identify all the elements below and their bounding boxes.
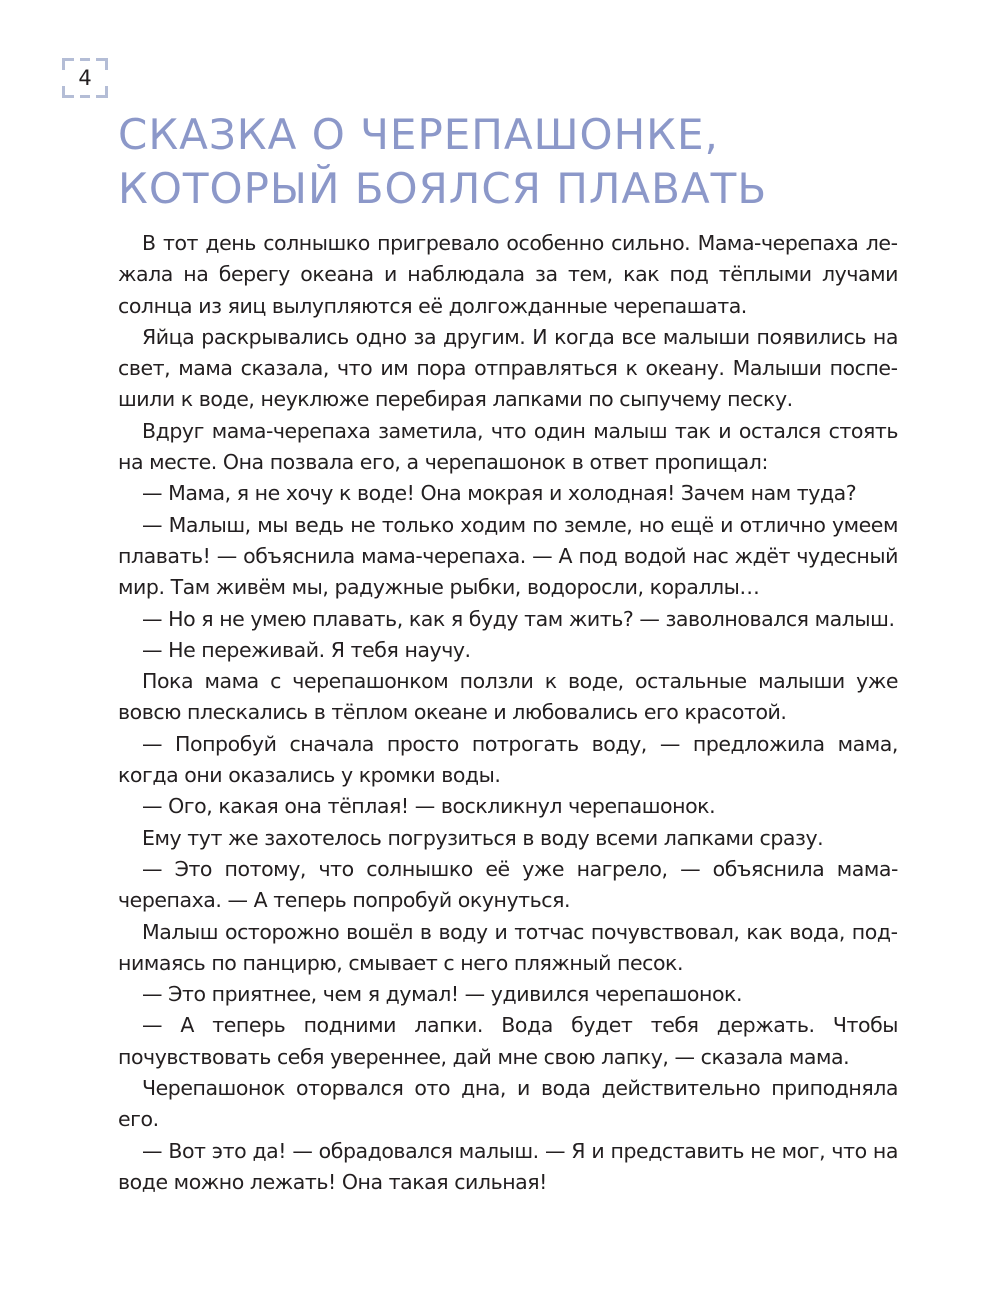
- paragraph: — Малыш, мы ведь не только ходим по земле, но ещё и отлично умеем плавать! — объяснила мама-черепаха. — А под водой нас ждёт чудесный мир. Там живём мы, радужные рыбки, водоросли, кораллы…: [118, 512, 898, 600]
- paragraph: — Попробуй сначала просто потрогать воду, — предложила мама, когда они оказались у кромки воды.: [118, 731, 898, 788]
- paragraph: — Но я не умею плавать, как я буду там жить? — заволновался малыш.: [142, 606, 895, 631]
- paragraph: Черепашонок оторвался ото дна, и вода действительно приподняла его.: [118, 1076, 898, 1132]
- paragraph: — Это приятнее, чем я думал! — удивился черепашонок.: [142, 982, 743, 1007]
- paragraph: Малыш осторожно вошёл в воду и тотчас почувствовал, как вода, поднимаясь по панцирю, смывает с него пляжный песок.: [118, 919, 898, 975]
- story-title-line-1: СКАЗКА О ЧЕРЕПАШОНКЕ,: [118, 110, 719, 159]
- paragraph: Вдруг мама-черепаха заметила, что один малыш так и остался стоять на месте. Она позвала его, а черепашонок в ответ пропищал:: [118, 418, 898, 475]
- story-body: [118, 228, 898, 1198]
- page-number: 4: [78, 66, 92, 90]
- paragraph: — Мама, я не хочу к воде! Она мокрая и холодная! Зачем нам туда?: [142, 481, 857, 506]
- story-title: [118, 108, 898, 216]
- paragraph: — Ого, какая она тёплая! — воскликнул черепашонок.: [142, 794, 716, 819]
- frame-dash-top: [80, 58, 90, 61]
- paragraph: — Это потому, что солнышко её уже нагрело, — объяснила мама-черепаха. — А теперь попробуй окунуться.: [118, 856, 898, 913]
- page-number-frame: [62, 58, 108, 98]
- paragraph: В тот день солнышко пригревало особенно сильно. Мама-черепаха лежала на берегу океана и наблюдала за тем, как под тёплыми лучами солнца из яиц вылупляются её долгожданные черепашата.: [118, 231, 898, 318]
- paragraph: Яйца раскрывались одно за другим. И когда все малыши появились на свет, мама сказала, что им пора отправляться к океану. Малыши поспешили к воде, неуклюже перебирая лапками по сыпучему песку.: [118, 324, 898, 412]
- paragraph: — А теперь подними лапки. Вода будет тебя держать. Чтобы почувствовать себя увереннее, дай мне свою лапку, — сказала мама.: [118, 1013, 898, 1069]
- paragraph: — Не переживай. Я тебя научу.: [142, 637, 471, 662]
- paragraph: Пока мама с черепашонком ползли к воде, остальные малыши уже вовсю плескались в тёплом океане и любовались его красотой.: [118, 669, 898, 725]
- paragraph: — Вот это да! — обрадовался малыш. — Я и представить не мог, что на воде можно лежать! Она такая сильная!: [118, 1138, 898, 1194]
- paragraph: Ему тут же захотелось погрузиться в воду всеми лапками сразу.: [142, 825, 824, 850]
- story-title-line-2: КОТОРЫЙ БОЯЛСЯ ПЛАВАТЬ: [118, 164, 768, 213]
- frame-dash-bottom: [80, 95, 90, 98]
